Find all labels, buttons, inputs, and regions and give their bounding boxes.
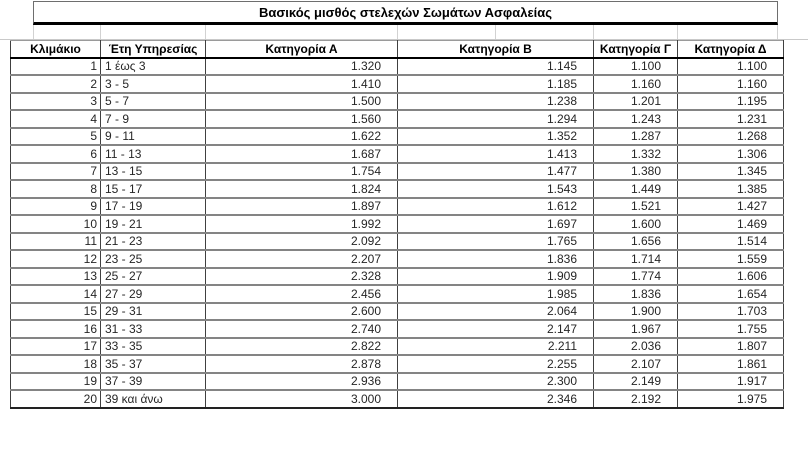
years-cell: 33 - 35 (101, 338, 206, 356)
grade-cell: 17 (11, 338, 101, 356)
salary-a-cell: 2.822 (206, 338, 398, 356)
grade-cell: 2 (11, 75, 101, 93)
table-row (11, 338, 784, 356)
grade-cell: 10 (11, 215, 101, 233)
salary-d-cell: 1.306 (678, 145, 784, 163)
gridline (397, 25, 398, 40)
table-title: Βασικός μισθός στελεχών Σωμάτων Ασφαλείας (33, 1, 778, 25)
salary-c-cell: 1.600 (594, 215, 678, 233)
grade-cell: 20 (11, 390, 101, 408)
salary-d-cell: 1.514 (678, 233, 784, 251)
salary-a-cell: 1.500 (206, 93, 398, 111)
table-row (11, 93, 784, 111)
salary-b-cell: 2.255 (398, 355, 594, 373)
grade-cell: 12 (11, 250, 101, 268)
column-header-years: Έτη Υπηρεσίας (101, 41, 206, 58)
table-row (11, 198, 784, 216)
salary-a-cell: 2.456 (206, 285, 398, 303)
salary-b-cell: 1.612 (398, 198, 594, 216)
salary-d-cell: 1.231 (678, 110, 784, 128)
grade-cell: 16 (11, 320, 101, 338)
table-row (11, 373, 784, 391)
salary-a-cell: 2.092 (206, 233, 398, 251)
grade-cell: 3 (11, 93, 101, 111)
table-row (11, 163, 784, 181)
grade-cell: 13 (11, 268, 101, 286)
table-row (11, 285, 784, 303)
salary-b-cell: 1.294 (398, 110, 594, 128)
salary-d-cell: 1.606 (678, 268, 784, 286)
salary-b-cell: 1.145 (398, 58, 594, 76)
salary-b-cell: 1.765 (398, 233, 594, 251)
table-row (11, 110, 784, 128)
years-cell: 7 - 9 (101, 110, 206, 128)
years-cell: 29 - 31 (101, 303, 206, 321)
years-cell: 35 - 37 (101, 355, 206, 373)
gridline (205, 25, 206, 40)
salary-d-cell: 1.654 (678, 285, 784, 303)
years-cell: 39 και άνω (101, 390, 206, 408)
salary-a-cell: 1.687 (206, 145, 398, 163)
column-header-category-b: Κατηγορία Β (398, 41, 594, 58)
column-header-grade: Κλιμάκιο (11, 41, 101, 58)
years-cell: 13 - 15 (101, 163, 206, 181)
salary-a-cell: 2.878 (206, 355, 398, 373)
gridline (495, 25, 496, 40)
salary-d-cell: 1.861 (678, 355, 784, 373)
salary-c-cell: 1.380 (594, 163, 678, 181)
salary-a-cell: 2.328 (206, 268, 398, 286)
years-cell: 9 - 11 (101, 128, 206, 146)
salary-c-cell: 1.656 (594, 233, 678, 251)
years-cell: 21 - 23 (101, 233, 206, 251)
table-row (11, 268, 784, 286)
column-header-category-d: Κατηγορία Δ (678, 41, 784, 58)
salary-c-cell: 1.967 (594, 320, 678, 338)
salary-d-cell: 1.469 (678, 215, 784, 233)
salary-c-cell: 1.449 (594, 180, 678, 198)
grade-cell: 19 (11, 373, 101, 391)
salary-a-cell: 1.754 (206, 163, 398, 181)
salary-b-cell: 1.909 (398, 268, 594, 286)
gridline (100, 25, 101, 40)
salary-d-cell: 1.100 (678, 58, 784, 76)
salary-b-cell: 1.352 (398, 128, 594, 146)
table-row (11, 390, 784, 408)
salary-c-cell: 2.036 (594, 338, 678, 356)
salary-d-cell: 1.385 (678, 180, 784, 198)
grade-cell: 11 (11, 233, 101, 251)
salary-a-cell: 2.600 (206, 303, 398, 321)
salary-a-cell: 3.000 (206, 390, 398, 408)
salary-c-cell: 1.900 (594, 303, 678, 321)
salary-b-cell: 2.300 (398, 373, 594, 391)
salary-b-cell: 1.185 (398, 75, 594, 93)
salary-b-cell: 2.147 (398, 320, 594, 338)
salary-b-cell: 2.211 (398, 338, 594, 356)
salary-a-cell: 2.936 (206, 373, 398, 391)
salary-a-cell: 2.207 (206, 250, 398, 268)
salary-a-cell: 1.897 (206, 198, 398, 216)
grade-cell: 18 (11, 355, 101, 373)
years-cell: 17 - 19 (101, 198, 206, 216)
column-header-category-a: Κατηγορία Α (206, 41, 398, 58)
header-row (11, 41, 784, 58)
salary-c-cell: 1.714 (594, 250, 678, 268)
salary-b-cell: 1.985 (398, 285, 594, 303)
salary-d-cell: 1.195 (678, 93, 784, 111)
salary-d-cell: 1.268 (678, 128, 784, 146)
salary-b-cell: 1.697 (398, 215, 594, 233)
salary-d-cell: 1.160 (678, 75, 784, 93)
salary-a-cell: 1.992 (206, 215, 398, 233)
salary-c-cell: 1.332 (594, 145, 678, 163)
salary-table (10, 40, 784, 409)
gridline (677, 25, 678, 40)
table-row (11, 180, 784, 198)
table-row (11, 250, 784, 268)
table-row (11, 233, 784, 251)
salary-d-cell: 1.703 (678, 303, 784, 321)
column-header-category-c: Κατηγορία Γ (594, 41, 678, 58)
salary-b-cell: 1.836 (398, 250, 594, 268)
salary-c-cell: 1.521 (594, 198, 678, 216)
years-cell: 37 - 39 (101, 373, 206, 391)
years-cell: 15 - 17 (101, 180, 206, 198)
table-row (11, 145, 784, 163)
table-row (11, 75, 784, 93)
years-cell: 3 - 5 (101, 75, 206, 93)
salary-b-cell: 2.064 (398, 303, 594, 321)
grade-cell: 15 (11, 303, 101, 321)
salary-d-cell: 1.427 (678, 198, 784, 216)
salary-d-cell: 1.975 (678, 390, 784, 408)
grade-cell: 8 (11, 180, 101, 198)
table-row (11, 128, 784, 146)
salary-b-cell: 2.346 (398, 390, 594, 408)
table-row (11, 215, 784, 233)
grade-cell: 14 (11, 285, 101, 303)
salary-c-cell: 1.100 (594, 58, 678, 76)
salary-c-cell: 1.287 (594, 128, 678, 146)
salary-c-cell: 1.160 (594, 75, 678, 93)
salary-d-cell: 1.559 (678, 250, 784, 268)
grade-cell: 4 (11, 110, 101, 128)
salary-c-cell: 1.774 (594, 268, 678, 286)
salary-b-cell: 1.413 (398, 145, 594, 163)
gridline (33, 25, 34, 40)
years-cell: 27 - 29 (101, 285, 206, 303)
grade-cell: 7 (11, 163, 101, 181)
table-row (11, 320, 784, 338)
years-cell: 5 - 7 (101, 93, 206, 111)
salary-d-cell: 1.917 (678, 373, 784, 391)
grade-cell: 1 (11, 58, 101, 76)
salary-b-cell: 1.543 (398, 180, 594, 198)
spacer-row (0, 25, 808, 40)
salary-b-cell: 1.238 (398, 93, 594, 111)
salary-c-cell: 1.836 (594, 285, 678, 303)
table-row (11, 355, 784, 373)
table-row (11, 58, 784, 76)
salary-c-cell: 2.192 (594, 390, 678, 408)
grade-cell: 9 (11, 198, 101, 216)
salary-c-cell: 1.201 (594, 93, 678, 111)
salary-a-cell: 1.410 (206, 75, 398, 93)
years-cell: 23 - 25 (101, 250, 206, 268)
salary-d-cell: 1.807 (678, 338, 784, 356)
years-cell: 31 - 33 (101, 320, 206, 338)
salary-c-cell: 1.243 (594, 110, 678, 128)
salary-a-cell: 2.740 (206, 320, 398, 338)
salary-a-cell: 1.824 (206, 180, 398, 198)
years-cell: 25 - 27 (101, 268, 206, 286)
table-row (11, 303, 784, 321)
gridline (777, 25, 778, 40)
salary-c-cell: 2.149 (594, 373, 678, 391)
grade-cell: 5 (11, 128, 101, 146)
years-cell: 1 έως 3 (101, 58, 206, 76)
salary-b-cell: 1.477 (398, 163, 594, 181)
salary-d-cell: 1.755 (678, 320, 784, 338)
salary-a-cell: 1.622 (206, 128, 398, 146)
gridline (593, 25, 594, 40)
salary-a-cell: 1.560 (206, 110, 398, 128)
years-cell: 19 - 21 (101, 215, 206, 233)
salary-c-cell: 2.107 (594, 355, 678, 373)
salary-a-cell: 1.320 (206, 58, 398, 76)
years-cell: 11 - 13 (101, 145, 206, 163)
salary-d-cell: 1.345 (678, 163, 784, 181)
grade-cell: 6 (11, 145, 101, 163)
